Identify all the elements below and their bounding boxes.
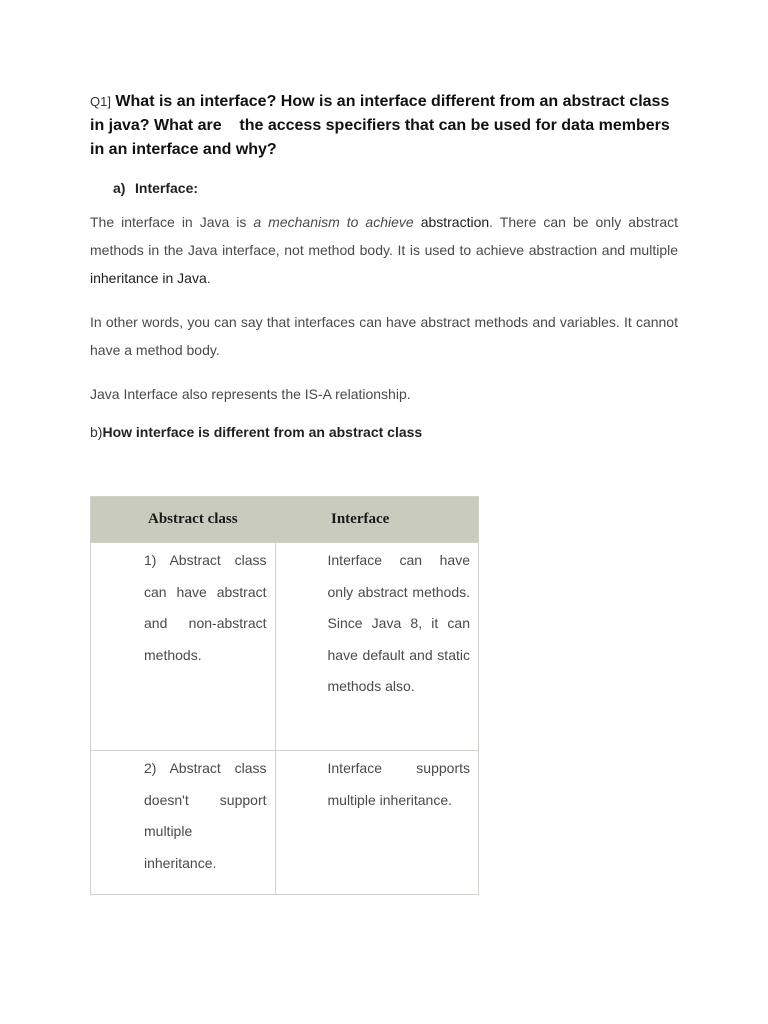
section-a-heading <box>113 180 678 196</box>
question-number: Q1] <box>90 94 111 109</box>
table-cell: Interface supports multiple inheritance. <box>275 751 479 895</box>
table-cell: 1) Abstract class can have abstract and non-abstract methods. <box>91 543 276 751</box>
inheritance-link[interactable]: inheritance in Java <box>90 270 207 286</box>
header-abstract-class: Abstract class <box>91 497 276 543</box>
section-b-heading <box>90 422 678 442</box>
paragraph-other-words: In other words, you can say that interfaces can have abstract methods and variables. It cannot have a method body. <box>90 314 678 358</box>
question-text: What is an interface? How is an interface different from an abstract class in java? What are the access specifiers that can be used for data members in an interface and why? <box>90 93 675 158</box>
table-header-row <box>91 497 479 543</box>
comparison-table <box>90 496 479 895</box>
table-cell: Interface can have only abstract methods. Since Java 8, it can have default and static methods also. <box>275 543 479 751</box>
paragraph-is-a: Java Interface also represents the IS-A relationship. <box>90 386 411 402</box>
para1-text-1: The interface in Java is <box>90 214 254 230</box>
para1-space <box>414 214 421 230</box>
abstraction-link[interactable]: abstraction <box>420 214 490 230</box>
question-heading <box>90 90 678 162</box>
table-row <box>91 543 479 751</box>
paragraph-interface-definition <box>90 208 678 292</box>
para1-text-3: . <box>206 270 211 286</box>
section-a-number: a) <box>113 180 126 196</box>
para1-italic-phrase: a mechanism to achieve <box>253 214 414 230</box>
table-row <box>91 751 479 895</box>
table-cell: 2) Abstract class doesn't support multiple inheritance. <box>91 751 276 895</box>
section-a-title: Interface: <box>135 180 199 196</box>
section-b-title: How interface is different from an abstract class <box>102 424 423 440</box>
header-interface: Interface <box>275 497 479 543</box>
para1-text-2: . There can be only abstract methods in the Java interface, not method body. It is used to achieve abstraction and multiple <box>90 214 678 258</box>
section-b-prefix: b) <box>90 424 103 440</box>
document-page <box>90 90 678 442</box>
